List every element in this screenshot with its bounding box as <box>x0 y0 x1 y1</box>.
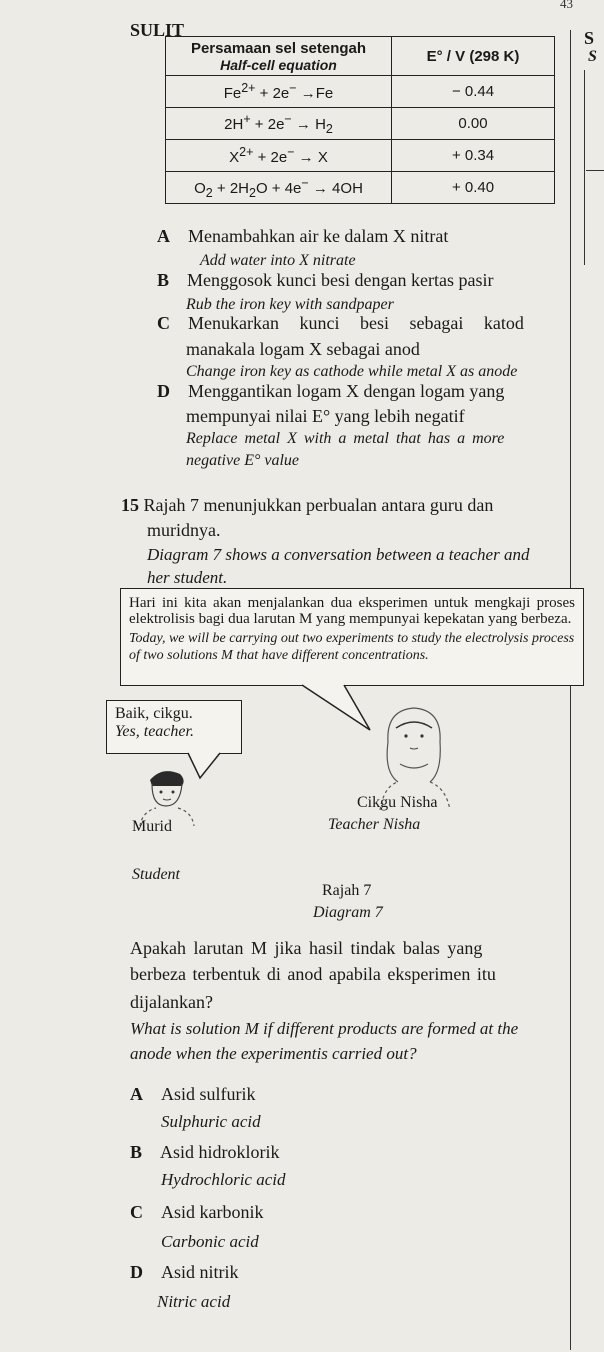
diagram-label: Rajah 7 <box>322 882 372 899</box>
column-divider <box>570 30 571 1350</box>
q15-stem-en: Diagram 7 shows a conversation between a teacher and <box>147 545 530 564</box>
q14-option-a: A Menambahkan air ke dalam X nitrat <box>157 226 449 246</box>
q15-stem: 15 Rajah 7 menunjukkan perbualan antara guru dan <box>121 495 494 515</box>
student-speech-ms: Baik, cikgu. <box>115 705 193 722</box>
q15-option-a-en: Sulphuric acid <box>161 1112 261 1131</box>
q15-stem-line2: muridnya. <box>147 520 221 540</box>
electrode-potential-table <box>165 36 555 204</box>
q15-question-line3: dijalankan? <box>130 992 213 1012</box>
table-row <box>166 140 555 172</box>
q15-option-b-en: Hydrochloric acid <box>161 1170 286 1189</box>
sulit-label: SULIT <box>130 20 185 40</box>
q14-option-d-en-line2: negative E° value <box>186 452 300 469</box>
student-figure-icon <box>132 766 202 826</box>
student-speech-en: Yes, teacher. <box>115 723 194 740</box>
page-number: 43 <box>560 0 573 11</box>
table-row <box>166 108 555 140</box>
equation-cell: $X^{2+} + 2e^- \to X$ <box>166 140 392 172</box>
equation-cell: $2H^+ + 2e^- \to H_2$ <box>166 108 392 140</box>
q14-option-d-en: Replace metal X with a metal that has a more <box>186 430 505 447</box>
q15-stem-en-line2: her student. <box>147 568 228 587</box>
teacher-speech-en: Today, we will be carrying out two experiments to study the electrolysis process of two solutions M that have different concentrations. <box>129 631 575 663</box>
student-name-en: Student <box>132 866 180 883</box>
value-cell: + 0.40 <box>392 172 555 204</box>
q15-question: Apakah larutan M jika hasil tindak balas yang <box>130 938 483 958</box>
student-name: Murid <box>132 818 172 835</box>
q14-option-c-line2: manakala logam X sebagai anod <box>186 339 420 359</box>
q15-question-en: What is solution M if different products are formed at the <box>130 1019 519 1038</box>
speech-tail <box>300 684 380 734</box>
q15-option-c-en: Carbonic acid <box>161 1232 259 1251</box>
q15-option-d: D Asid nitrik <box>130 1262 239 1282</box>
table-header-equation: Persamaan sel setengah Half-cell equation <box>166 37 392 76</box>
margin-rule <box>586 170 604 171</box>
diagram-label-en: Diagram 7 <box>313 904 383 921</box>
q15-option-a: A Asid sulfurik <box>130 1084 256 1104</box>
equation-cell: $Fe^{2+} + 2e^- \to Fe$ <box>166 76 392 108</box>
student-speech-bubble <box>106 700 242 754</box>
q14-option-a-en: Add water into X nitrate <box>200 252 356 269</box>
q14-option-b-en: Rub the iron key with sandpaper <box>186 296 394 313</box>
q14-option-b: B Menggosok kunci besi dengan kertas pasir <box>157 270 494 290</box>
q15-option-c: C Asid karbonik <box>130 1202 264 1222</box>
value-cell: + 0.34 <box>392 140 555 172</box>
teacher-name-en: Teacher Nisha <box>328 816 421 833</box>
column-divider <box>584 70 585 265</box>
q15-question-line2: berbeza terbentuk di anod apabila eksperimen itu <box>130 964 496 984</box>
teacher-name: Cikgu Nisha <box>357 794 438 811</box>
q15-question-en-line2: anode when the experimentis carried out? <box>130 1044 417 1063</box>
table-row <box>166 172 555 204</box>
margin-fragment: S <box>588 48 597 65</box>
table-row <box>166 76 555 108</box>
q14-option-d: D Menggantikan logam X dengan logam yang <box>157 381 505 401</box>
teacher-speech-ms: Hari ini kita akan menjalankan dua eksperimen untuk mengkaji proses elektrolisis bagi dua larutan M yang mempunyai kepekatan yang berbeza. <box>129 595 575 627</box>
table-header-value: E° / V (298 K) <box>392 37 555 76</box>
margin-fragment: S <box>584 28 595 48</box>
q15-option-d-en: Nitric acid <box>157 1292 231 1311</box>
value-cell: − 0.44 <box>392 76 555 108</box>
q15-option-b: B Asid hidroklorik <box>130 1142 280 1162</box>
value-cell: 0.00 <box>392 108 555 140</box>
q14-option-d-line2: mempunyai nilai E° yang lebih negatif <box>186 406 465 426</box>
q14-option-c: C Menukarkan kunci besi sebagai katod <box>157 313 524 333</box>
equation-cell: $O_2 + 2H_2O + 4e^- \to 4OH$ <box>166 172 392 204</box>
teacher-speech-bubble <box>120 588 584 686</box>
q14-option-c-en: Change iron key as cathode while metal X as anode <box>186 363 518 380</box>
